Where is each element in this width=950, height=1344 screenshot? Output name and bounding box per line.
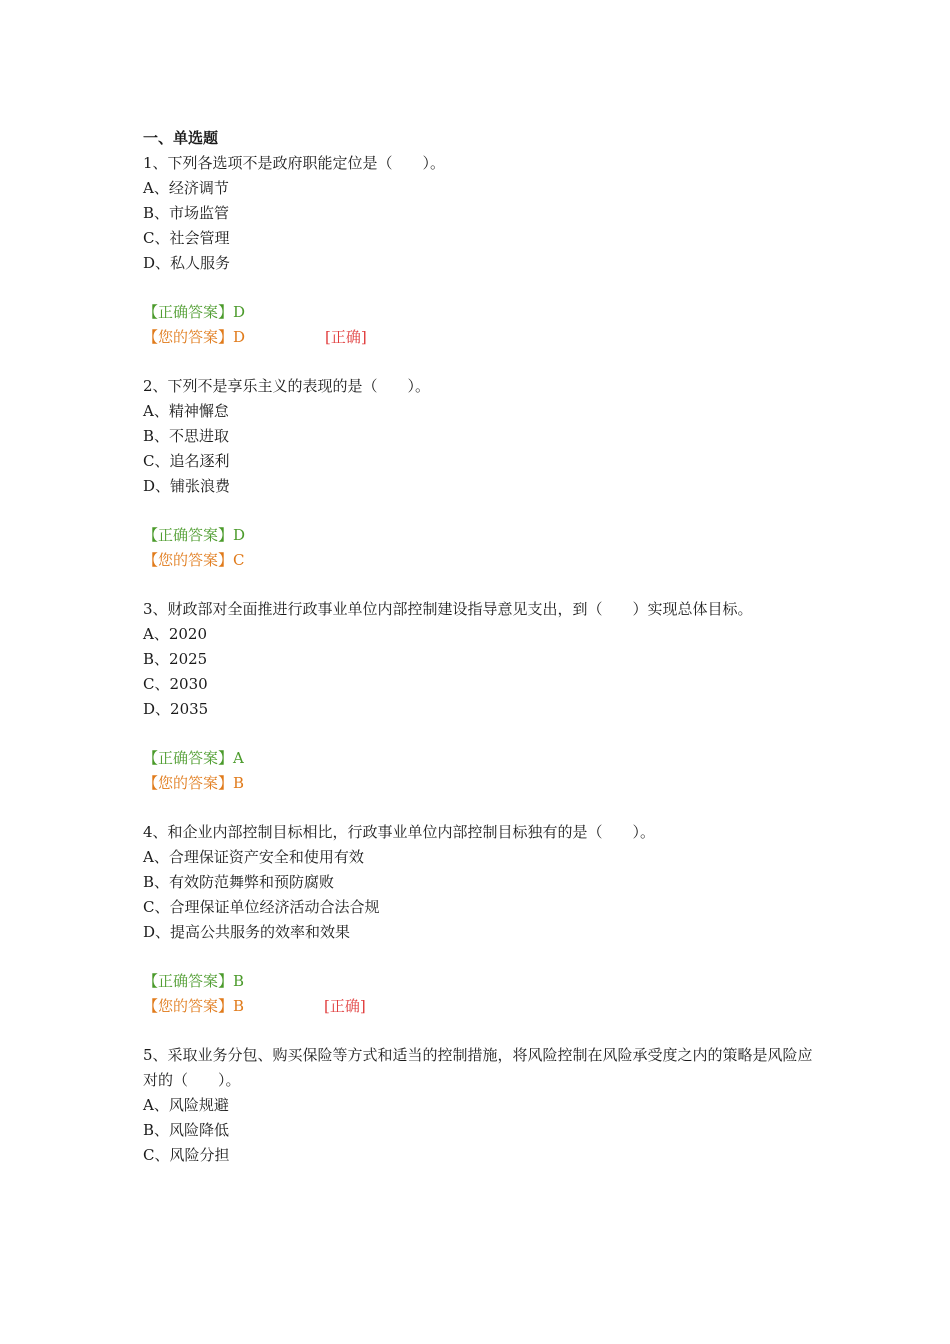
spacer [143, 499, 813, 523]
correct-answer: 【正确答案】B [143, 972, 245, 990]
option-b: B、有效防范舞弊和预防腐败 [143, 873, 335, 891]
spacer [143, 1019, 813, 1043]
option-a: A、精神懈怠 [143, 402, 229, 420]
option-a: A、合理保证资产安全和使用有效 [143, 848, 364, 866]
spacer [143, 573, 813, 597]
verdict-badge: [正确] [324, 997, 366, 1015]
spacer [143, 945, 813, 969]
option-a: A、经济调节 [143, 179, 229, 197]
question-5 [143, 1043, 813, 1168]
your-answer-row [143, 994, 813, 1019]
correct-answer: 【正确答案】D [143, 303, 246, 321]
option-a: A、2020 [143, 625, 208, 643]
verdict-badge: [正确] [325, 328, 367, 346]
correct-answer: 【正确答案】A [143, 749, 244, 767]
question-1 [143, 151, 813, 374]
your-answer: 【您的答案】B [143, 774, 245, 792]
option-c: C、合理保证单位经济活动合法合规 [143, 898, 380, 916]
spacer [143, 350, 813, 374]
correct-answer: 【正确答案】D [143, 526, 246, 544]
spacer [143, 722, 813, 746]
option-d: D、2035 [143, 700, 209, 718]
question-text: 3、财政部对全面推进行政事业单位内部控制建设指导意见支出，到（ ）实现总体目标。 [143, 600, 753, 618]
question-3 [143, 597, 813, 820]
your-answer: 【您的答案】C [143, 551, 245, 569]
question-2 [143, 374, 813, 597]
option-c: C、2030 [143, 675, 208, 693]
option-d: D、铺张浪费 [143, 477, 231, 495]
option-d: D、提高公共服务的效率和效果 [143, 923, 351, 941]
question-4 [143, 820, 813, 1043]
option-c: C、社会管理 [143, 229, 230, 247]
question-text: 1、下列各选项不是政府职能定位是（ ）。 [143, 154, 446, 172]
document-page [143, 126, 813, 1168]
option-a: A、风险规避 [143, 1096, 229, 1114]
option-b: B、2025 [143, 650, 208, 668]
question-text: 2、下列不是享乐主义的表现的是（ ）。 [143, 377, 431, 395]
spacer [143, 796, 813, 820]
option-c: C、追名逐利 [143, 452, 230, 470]
question-text: 5、采取业务分包、购买保险等方式和适当的控制措施，将风险控制在风险承受度之内的策略是风险应对的（ ）。 [143, 1046, 813, 1089]
question-text: 4、和企业内部控制目标相比，行政事业单位内部控制目标独有的是（ ）。 [143, 823, 656, 841]
spacer [143, 276, 813, 300]
your-answer-row [143, 325, 813, 350]
your-answer: 【您的答案】B [143, 997, 245, 1015]
option-b: B、风险降低 [143, 1121, 230, 1139]
section-title: 一、单选题 [143, 129, 219, 147]
option-b: B、市场监管 [143, 204, 230, 222]
your-answer: 【您的答案】D [143, 328, 246, 346]
option-b: B、不思进取 [143, 427, 230, 445]
option-c: C、风险分担 [143, 1146, 230, 1164]
option-d: D、私人服务 [143, 254, 231, 272]
